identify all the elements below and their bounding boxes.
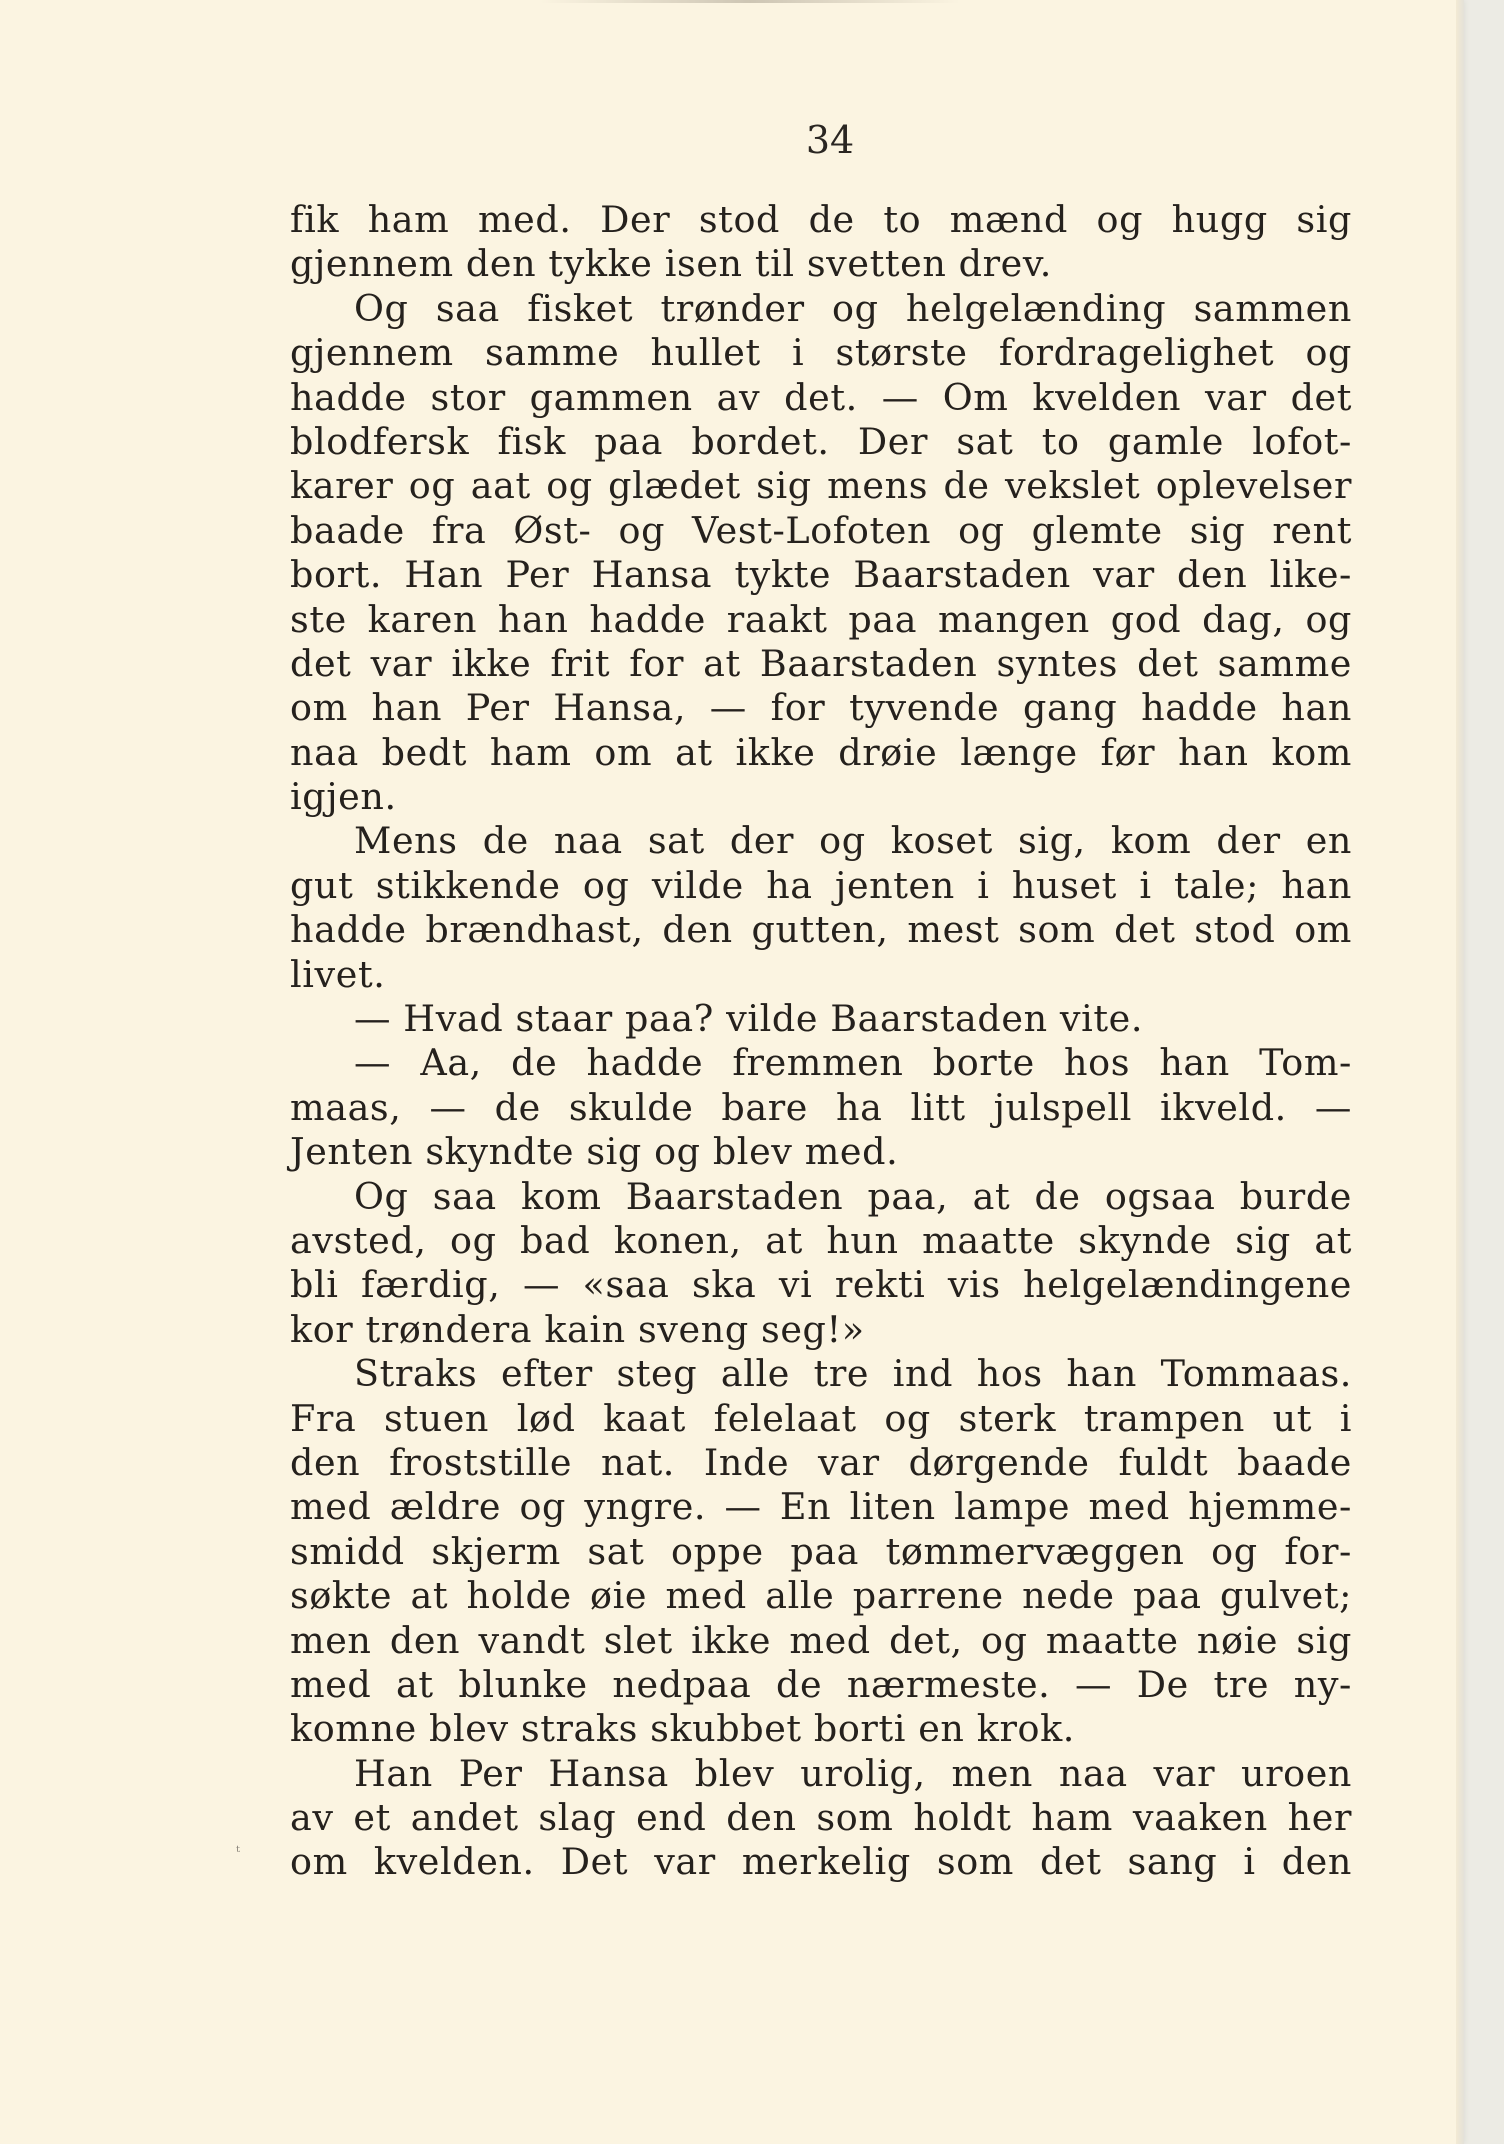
text-line: hadde stor gammen av det. — Om kvelden var det — [290, 375, 1352, 419]
text-line: gjennem den tykke isen til svetten drev. — [290, 242, 1052, 286]
body-text — [290, 198, 1352, 1885]
text-line: men den vandt slet ikke med det, og maatte nøie sig — [290, 1618, 1352, 1662]
page-edge — [1456, 0, 1464, 2144]
text-line: gjennem samme hullet i største fordragelighet og — [290, 331, 1352, 375]
text-line: Mens de naa sat der og koset sig, kom der en — [354, 819, 1352, 863]
text-line: Fra stuen lød kaat felelaat og sterk trampen ut i — [290, 1396, 1352, 1440]
text-line: komne blev straks skubbet borti en krok. — [290, 1707, 1075, 1751]
page-number: 34 — [805, 118, 855, 162]
text-line: naa bedt ham om at ikke drøie længe før han kom — [290, 730, 1352, 774]
text-line: med at blunke nedpaa de nærmeste. — De tre ny- — [290, 1662, 1352, 1706]
text-line: søkte at holde øie med alle parrene nede paa gulvet; — [290, 1574, 1352, 1618]
text-line: avsted, og bad konen, at hun maatte skynde sig at — [290, 1218, 1352, 1262]
text-line: om kvelden. Det var merkelig som det sang i den — [290, 1840, 1352, 1884]
text-line: av et andet slag end den som holdt ham vaaken her — [290, 1796, 1352, 1840]
text-line: — Hvad staar paa? vilde Baarstaden vite. — [354, 997, 1144, 1041]
text-line: Straks efter steg alle tre ind hos han Tommaas. — [354, 1352, 1352, 1396]
text-line: — Aa, de hadde fremmen borte hos han Tom- — [354, 1041, 1352, 1085]
text-line: blodfersk fisk paa bordet. Der sat to gamle lofot- — [290, 419, 1352, 463]
text-line: bli færdig, — «saa ska vi rekti vis helgelændingene — [290, 1263, 1352, 1307]
text-line: den froststille nat. Inde var dørgende fuldt baade — [290, 1440, 1352, 1484]
text-line: om han Per Hansa, — for tyvende gang hadde han — [290, 686, 1352, 730]
text-line: igjen. — [290, 775, 397, 819]
text-line: med ældre og yngre. — En liten lampe med hjemme- — [290, 1485, 1352, 1529]
margin-mark: ᵗ — [236, 1842, 240, 1861]
text-line: gut stikkende og vilde ha jenten i huset i tale; han — [290, 863, 1352, 907]
text-line: ste karen han hadde raakt paa mangen god dag, og — [290, 597, 1352, 641]
text-line: karer og aat og glædet sig mens de vekslet oplevelser — [290, 464, 1352, 508]
text-line: Og saa kom Baarstaden paa, at de ogsaa burde — [354, 1174, 1352, 1218]
text-line: livet. — [290, 952, 386, 996]
text-line: Han Per Hansa blev urolig, men naa var uroen — [354, 1751, 1352, 1795]
text-line: hadde brændhast, den gutten, mest som det stod om — [290, 908, 1352, 952]
top-edge-smudge — [540, 0, 960, 3]
text-line: bort. Han Per Hansa tykte Baarstaden var den like- — [290, 553, 1352, 597]
text-line: smidd skjerm sat oppe paa tømmervæggen og for- — [290, 1529, 1352, 1573]
text-line: Jenten skyndte sig og blev med. — [290, 1130, 899, 1174]
text-line: maas, — de skulde bare ha litt julspell ikveld. — — [290, 1085, 1352, 1129]
text-line: fik ham med. Der stod de to mænd og hugg sig — [290, 198, 1352, 241]
text-line: det var ikke frit for at Baarstaden syntes det samme — [290, 641, 1352, 685]
text-line: Og saa fisket trønder og helgelænding sammen — [354, 286, 1352, 330]
text-line: baade fra Øst- og Vest-Lofoten og glemte sig rent — [290, 508, 1352, 552]
text-line: kor trøndera kain sveng seg!» — [290, 1307, 865, 1351]
